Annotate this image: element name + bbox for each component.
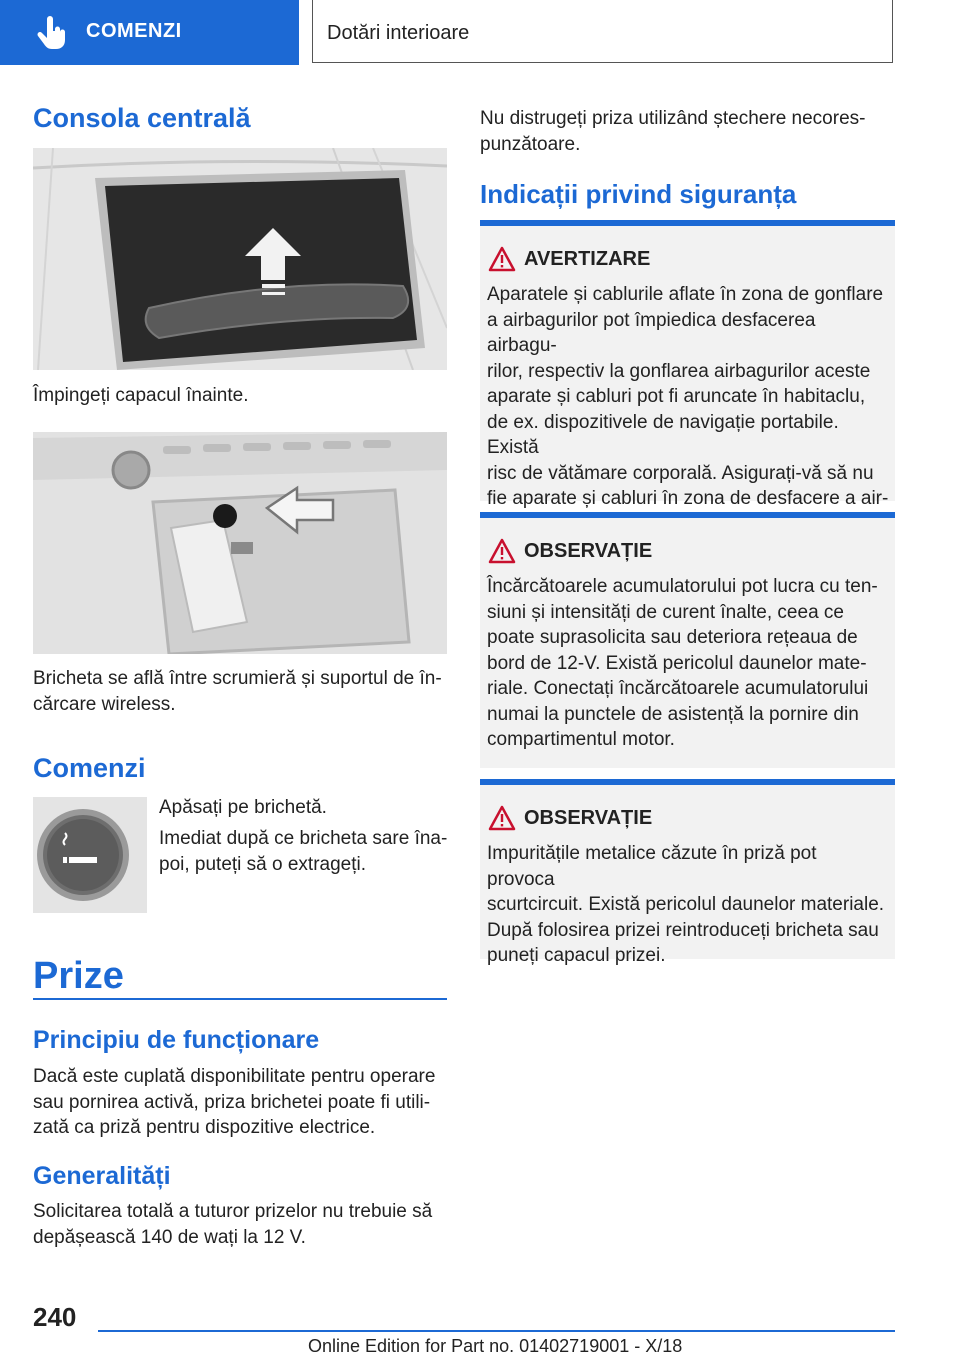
- edition-text: Online Edition for Part no. 01402719001 - X/18: [308, 1336, 683, 1356]
- warning-text: Aparatele și cablurile aflate în zona de gonflare a airbagurilor pot împiedica desfacerea airbagu- rilor, respectiv la gonflarea airbagurilor aceste aparate și cabluri pot fi aruncate în habitaclu, de ex. dispozitivele de navigație portabile. Există risc de vătămare corporală. Asigurați-vă să nu fie aparate și cabluri în zona de desfacere a air-: [487, 284, 889, 509]
- notice-text: Impuritățile metalice căzute în priză pot provoca scurtcircuit. Există pericolul daunelor materiale. După folosirea prizei reintroduceți bricheta sau puneți capacul prizei.: [487, 843, 885, 966]
- lighter-button-image: [33, 797, 147, 913]
- intro-text: Nu distrugeți priza utilizând ștechere necores- punzătoare.: [480, 108, 866, 155]
- section-header: [312, 0, 893, 63]
- notice-box: OBSERVAȚIE Încărcătoarele acumulatorului pot lucra cu ten- siuni și intensități de curent înalte, ceea ce poate suprasolicita sau deteriora rețeaua de bord de 12-V. Există pericolul daunelor mate- riale. Conectați încărcătoarele acumulatorului numai la punctele de asistență la pornire din compartimentul motor.: [480, 512, 895, 768]
- comenzi-step2: Imediat după ce bricheta sare îna- poi, puteți să o extrageți.: [159, 828, 448, 875]
- caption-lighter: Bricheta se află între scrumieră și suportul de în- cărcare wireless.: [33, 668, 442, 715]
- console-cover-image: [33, 148, 447, 370]
- warning-box: AVERTIZARE Aparatele și cablurile aflate în zona de gonflare a airbagurilor pot împiedica desfacerea airbagu- rilor, respectiv la gonflarea airbagurilor aceste aparate și cabluri pot fi aruncate în habitaclu, de ex. dispozitivele de navigație portabile. Există risc de vătămare corporală. Asigurați-vă să nu fie aparate și cabluri în zona de desfacere a air-: [480, 220, 895, 501]
- comenzi-step1: Apăsați pe brichetă.: [159, 797, 327, 818]
- prize-title: Prize: [33, 955, 124, 997]
- chapter-tab[interactable]: [0, 0, 299, 65]
- principiu-text: Dacă este cuplată disponibilitate pentru operare sau pornirea activă, priza brichetei poate fi utili- zată ca priză pentru dispozitive electrice.: [33, 1066, 436, 1138]
- generalitati-title: Generalități: [33, 1162, 171, 1190]
- lighter-location-image: [33, 432, 447, 654]
- prize-divider: [33, 998, 447, 1000]
- principiu-title: Principiu de funcționare: [33, 1026, 320, 1054]
- section-header-label: Dotări interioare: [327, 22, 470, 44]
- comenzi-title: Comenzi: [33, 753, 146, 783]
- warning-triangle-icon: [488, 246, 516, 272]
- safety-title: Indicații privind siguranța: [480, 179, 797, 209]
- caption-cover: Împingeți capacul înainte.: [33, 385, 249, 406]
- warning-triangle-icon: [488, 538, 516, 564]
- notice-text: Încărcătoarele acumulatorului pot lucra cu ten- siuni și intensități de curent înalte, ceea ce poate suprasolicita sau deteriora rețeaua de bord de 12-V. Există pericolul daunelor mate- riale. Conectați încărcătoarele acumulatorului numai la punctele de asistență la pornire din compartimentul motor.: [487, 576, 878, 750]
- generalitati-text: Solicitarea totală a tuturor prizelor nu trebuie să depășească 140 de wați la 12 V.: [33, 1201, 433, 1248]
- chapter-tab-label: COMENZI: [86, 20, 182, 42]
- notice-box: OBSERVAȚIE Impuritățile metalice căzute în priză pot provoca scurtcircuit. Există pericolul daunelor materiale. După folosirea prizei reintroduceți bricheta sau puneți capacul prizei.: [480, 779, 895, 959]
- footer-divider: [98, 1330, 895, 1332]
- warning-triangle-icon: [488, 805, 516, 831]
- hand-pointer-icon: [36, 16, 68, 50]
- page-number: 240: [33, 1302, 77, 1332]
- console-title: Consola centrală: [33, 103, 251, 133]
